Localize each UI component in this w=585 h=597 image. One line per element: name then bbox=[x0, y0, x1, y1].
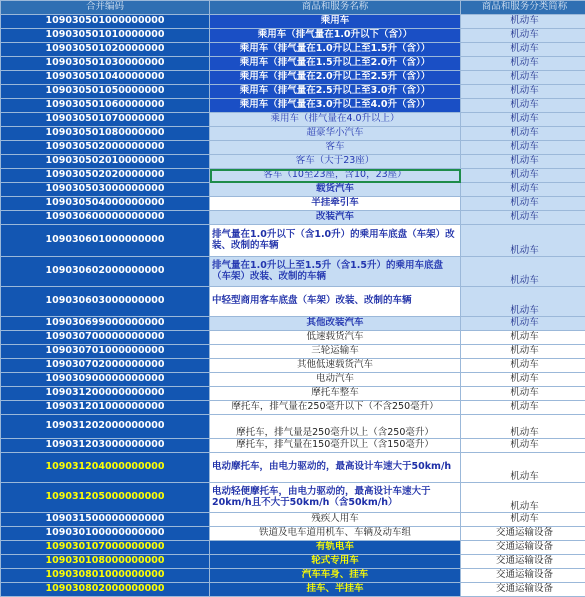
category-cell[interactable]: 交通运输设备 bbox=[461, 527, 585, 541]
category-cell[interactable]: 机动车 bbox=[461, 453, 585, 483]
table-row bbox=[1, 15, 585, 29]
name-cell[interactable]: 低速载货汽车 bbox=[210, 331, 461, 345]
category-cell[interactable]: 机动车 bbox=[461, 169, 585, 183]
code-cell[interactable]: 109030801000000000 bbox=[1, 569, 210, 583]
category-cell[interactable]: 机动车 bbox=[461, 183, 585, 197]
name-cell[interactable]: 乘用车（排气量在3.0升以上至4.0升（含）） bbox=[210, 99, 461, 113]
table-row bbox=[1, 57, 585, 71]
code-cell[interactable]: 109030602000000000 bbox=[1, 257, 210, 287]
name-cell[interactable]: 乘用车 bbox=[210, 15, 461, 29]
category-cell[interactable]: 机动车 bbox=[461, 99, 585, 113]
code-cell[interactable]: 109030601000000000 bbox=[1, 225, 210, 257]
code-cell[interactable]: 109031201000000000 bbox=[1, 401, 210, 415]
category-cell[interactable]: 机动车 bbox=[461, 155, 585, 169]
name-cell[interactable]: 铁道及电车道用机车、车辆及动车组 bbox=[210, 527, 461, 541]
category-cell[interactable]: 机动车 bbox=[461, 43, 585, 57]
name-cell[interactable]: 有轨电车 bbox=[210, 541, 461, 555]
code-cell[interactable]: 109030701000000000 bbox=[1, 345, 210, 359]
category-cell[interactable]: 机动车 bbox=[461, 113, 585, 127]
category-cell[interactable]: 机动车 bbox=[461, 331, 585, 345]
table-row bbox=[1, 513, 585, 527]
table-row bbox=[1, 183, 585, 197]
category-cell[interactable]: 机动车 bbox=[461, 127, 585, 141]
name-cell[interactable]: 排气量在1.0升以下（含1.0升）的乘用车底盘（车架）改装、改制的车辆 bbox=[210, 225, 461, 257]
code-cell[interactable]: 109030501040000000 bbox=[1, 71, 210, 85]
code-cell[interactable]: 109030100000000000 bbox=[1, 527, 210, 541]
code-cell[interactable]: 109031203000000000 bbox=[1, 439, 210, 453]
table-body bbox=[1, 1, 585, 597]
table-row bbox=[1, 401, 585, 415]
name-cell[interactable]: 排气量在1.0升以上至1.5升（含1.5升）的乘用车底盘（车架）改装、改制的车辆 bbox=[210, 257, 461, 287]
code-cell[interactable]: 109030900000000000 bbox=[1, 373, 210, 387]
name-cell[interactable]: 客车（大于23座） bbox=[210, 155, 461, 169]
name-cell[interactable]: 三轮运输车 bbox=[210, 345, 461, 359]
table-row bbox=[1, 373, 585, 387]
category-cell[interactable]: 机动车 bbox=[461, 15, 585, 29]
header-row bbox=[1, 1, 585, 15]
table-row bbox=[1, 99, 585, 113]
code-cell[interactable]: 109030108000000000 bbox=[1, 555, 210, 569]
code-cell[interactable]: 109030501070000000 bbox=[1, 113, 210, 127]
table-row bbox=[1, 113, 585, 127]
category-cell[interactable]: 交通运输设备 bbox=[461, 569, 585, 583]
name-cell[interactable]: 残疾人用车 bbox=[210, 513, 461, 527]
code-cell[interactable]: 109030502020000000 bbox=[1, 169, 210, 183]
category-cell[interactable]: 机动车 bbox=[461, 401, 585, 415]
name-cell[interactable]: 乘用车（排气量在2.0升以上至2.5升（含）） bbox=[210, 71, 461, 85]
category-cell[interactable]: 交通运输设备 bbox=[461, 541, 585, 555]
category-cell[interactable]: 机动车 bbox=[461, 29, 585, 43]
code-cell[interactable]: 109031200000000000 bbox=[1, 387, 210, 401]
category-cell[interactable]: 交通运输设备 bbox=[461, 583, 585, 597]
name-cell[interactable]: 客车 bbox=[210, 141, 461, 155]
category-cell[interactable]: 机动车 bbox=[461, 197, 585, 211]
category-cell[interactable]: 机动车 bbox=[461, 71, 585, 85]
code-cell[interactable]: 109030501020000000 bbox=[1, 43, 210, 57]
table-row bbox=[1, 483, 585, 513]
code-cell[interactable]: 109030503000000000 bbox=[1, 183, 210, 197]
table-row bbox=[1, 331, 585, 345]
category-cell[interactable]: 机动车 bbox=[461, 359, 585, 373]
table-row bbox=[1, 211, 585, 225]
name-cell[interactable]: 乘用车（排气量在1.5升以上至2.0升（含）） bbox=[210, 57, 461, 71]
code-cell[interactable]: 109030501030000000 bbox=[1, 57, 210, 71]
name-cell[interactable]: 超豪华小汽车 bbox=[210, 127, 461, 141]
category-cell[interactable]: 机动车 bbox=[461, 211, 585, 225]
code-cell[interactable]: 109030501050000000 bbox=[1, 85, 210, 99]
table-row bbox=[1, 359, 585, 373]
code-cell[interactable]: 109031202000000000 bbox=[1, 415, 210, 439]
code-cell[interactable]: 109030501060000000 bbox=[1, 99, 210, 113]
name-cell[interactable]: 其他低速载货汽车 bbox=[210, 359, 461, 373]
table-row bbox=[1, 317, 585, 331]
name-cell[interactable]: 载货汽车 bbox=[210, 183, 461, 197]
name-cell[interactable]: 电动轻便摩托车，由电力驱动的，最高设计车速大于20km/h且不大于50km/h（含50km/h） bbox=[210, 483, 461, 513]
category-cell[interactable]: 机动车 bbox=[461, 345, 585, 359]
name-cell[interactable]: 电动摩托车，由电力驱动的，最高设计车速大于50km/h bbox=[210, 453, 461, 483]
category-cell[interactable]: 机动车 bbox=[461, 85, 585, 99]
table-row bbox=[1, 71, 585, 85]
table-row bbox=[1, 225, 585, 257]
code-cell[interactable]: 109030702000000000 bbox=[1, 359, 210, 373]
code-cell[interactable]: 109030502000000000 bbox=[1, 141, 210, 155]
table-row bbox=[1, 387, 585, 401]
category-cell[interactable]: 机动车 bbox=[461, 287, 585, 317]
name-cell[interactable]: 轮式专用车 bbox=[210, 555, 461, 569]
category-cell[interactable]: 机动车 bbox=[461, 439, 585, 453]
category-cell[interactable]: 机动车 bbox=[461, 141, 585, 155]
name-cell[interactable]: 摩托车，排气量在150毫升以上（含150毫升） bbox=[210, 439, 461, 453]
code-cell[interactable]: 109030700000000000 bbox=[1, 331, 210, 345]
table-row bbox=[1, 345, 585, 359]
name-cell[interactable]: 中轻型商用客车底盘（车架）改装、改制的车辆 bbox=[210, 287, 461, 317]
code-cell[interactable]: 109030603000000000 bbox=[1, 287, 210, 317]
table-row bbox=[1, 197, 585, 211]
name-cell[interactable]: 乘用车（排气量在2.5升以上至3.0升（含）） bbox=[210, 85, 461, 99]
table-row bbox=[1, 453, 585, 483]
table-row bbox=[1, 43, 585, 57]
name-cell[interactable]: 改装汽车 bbox=[210, 211, 461, 225]
table-row bbox=[1, 257, 585, 287]
header-code[interactable]: 合并编码 bbox=[1, 1, 210, 15]
name-cell[interactable]: 半挂牵引车 bbox=[210, 197, 461, 211]
name-cell[interactable]: 摩托车，排气量在250毫升以下（不含250毫升） bbox=[210, 401, 461, 415]
table-row bbox=[1, 127, 585, 141]
code-cell[interactable]: 109030600000000000 bbox=[1, 211, 210, 225]
name-cell[interactable]: 摩托车，排气量是250毫升以上（含250毫升） bbox=[210, 415, 461, 439]
category-cell[interactable]: 机动车 bbox=[461, 513, 585, 527]
code-cell[interactable]: 109030501000000000 bbox=[1, 15, 210, 29]
name-cell[interactable]: 电动汽车 bbox=[210, 373, 461, 387]
table-row bbox=[1, 29, 585, 43]
code-cell[interactable]: 109030699000000000 bbox=[1, 317, 210, 331]
code-cell[interactable]: 109030504000000000 bbox=[1, 197, 210, 211]
table-row bbox=[1, 169, 585, 183]
name-cell[interactable]: 乘用车（排气量在1.0升以下（含）） bbox=[210, 29, 461, 43]
code-cell[interactable]: 109030502010000000 bbox=[1, 155, 210, 169]
name-cell[interactable]: 乘用车（排气量在1.0升以上至1.5升（含）） bbox=[210, 43, 461, 57]
table-row bbox=[1, 439, 585, 453]
name-cell[interactable]: 挂车、半挂车 bbox=[210, 583, 461, 597]
code-cell[interactable]: 109031204000000000 bbox=[1, 453, 210, 483]
category-cell[interactable]: 机动车 bbox=[461, 415, 585, 439]
table-row bbox=[1, 155, 585, 169]
category-cell[interactable]: 机动车 bbox=[461, 57, 585, 71]
category-cell[interactable]: 机动车 bbox=[461, 373, 585, 387]
code-cell[interactable]: 109030107000000000 bbox=[1, 541, 210, 555]
category-cell[interactable]: 机动车 bbox=[461, 257, 585, 287]
name-cell[interactable]: 其他改装汽车 bbox=[210, 317, 461, 331]
code-cell[interactable]: 109031205000000000 bbox=[1, 483, 210, 513]
category-cell[interactable]: 机动车 bbox=[461, 317, 585, 331]
code-cell[interactable]: 109030501080000000 bbox=[1, 127, 210, 141]
name-cell[interactable]: 客车（10至23座，含10，23座） bbox=[210, 169, 461, 183]
code-cell[interactable]: 109030802000000000 bbox=[1, 583, 210, 597]
table-row bbox=[1, 555, 585, 569]
category-cell[interactable]: 机动车 bbox=[461, 387, 585, 401]
table-row bbox=[1, 415, 585, 439]
code-cell[interactable]: 109030501010000000 bbox=[1, 29, 210, 43]
table-row bbox=[1, 569, 585, 583]
category-cell[interactable]: 交通运输设备 bbox=[461, 555, 585, 569]
table-row bbox=[1, 583, 585, 597]
name-cell[interactable]: 摩托车整车 bbox=[210, 387, 461, 401]
header-name[interactable]: 商品和服务名称 bbox=[210, 1, 461, 15]
name-cell[interactable]: 汽车车身、挂车 bbox=[210, 569, 461, 583]
table-row bbox=[1, 541, 585, 555]
table-row bbox=[1, 287, 585, 317]
header-category[interactable]: 商品和服务分类简称 bbox=[461, 1, 585, 15]
table-row bbox=[1, 85, 585, 99]
name-cell[interactable]: 乘用车（排气量在4.0升以上） bbox=[210, 113, 461, 127]
table-row bbox=[1, 141, 585, 155]
category-cell[interactable]: 机动车 bbox=[461, 483, 585, 513]
table-row bbox=[1, 527, 585, 541]
code-cell[interactable]: 109031500000000000 bbox=[1, 513, 210, 527]
category-cell[interactable]: 机动车 bbox=[461, 225, 585, 257]
